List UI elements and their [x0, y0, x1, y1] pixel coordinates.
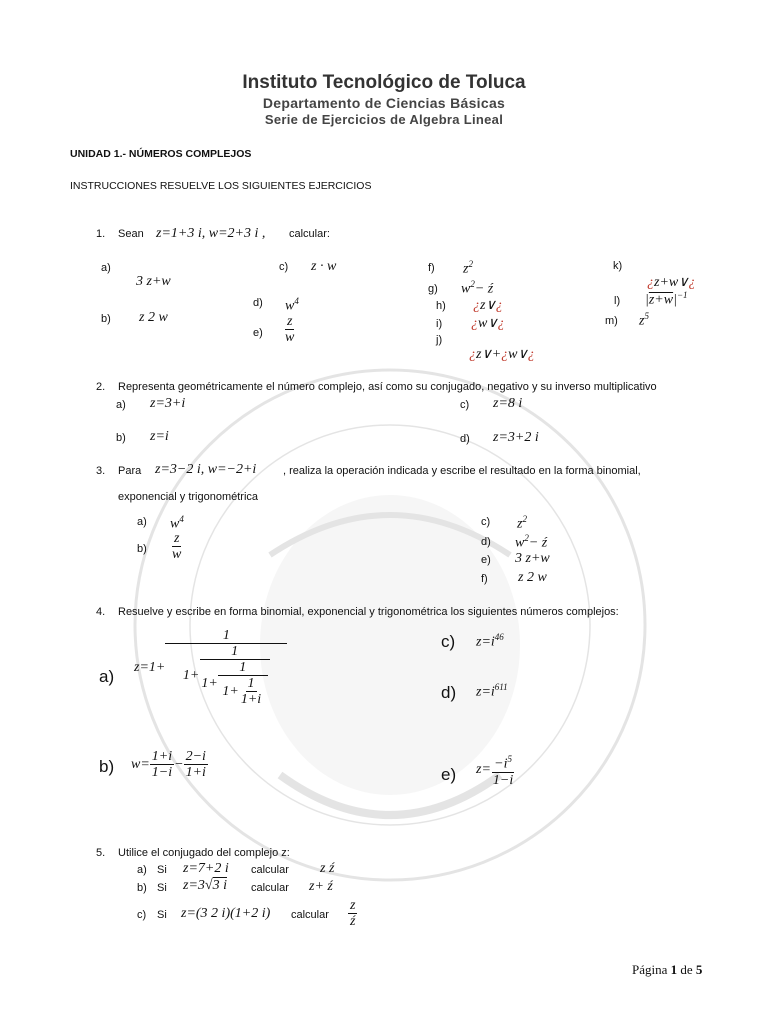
q5-b-expr: z+ ź	[309, 879, 333, 894]
q2-d-label: d)	[460, 433, 470, 445]
q3-d-label: d)	[481, 536, 491, 548]
q3-f-label: f)	[481, 573, 488, 585]
q5-b-label: b)	[137, 882, 147, 894]
q1-l-expr: $|z+w|^{-1}$	[645, 290, 688, 308]
q3-b-label: b)	[137, 543, 147, 555]
q2-a-expr: z=3+i	[150, 396, 186, 411]
q4-b-label: b)	[99, 757, 115, 776]
q1-d-expr: $w^4$	[285, 296, 299, 314]
q1-f-label: f)	[428, 262, 435, 274]
q1-i-expr: ¿w∨¿	[471, 316, 505, 331]
q3-b-expr: $\frac{z}{w}$	[172, 531, 182, 562]
q5-number: 5.	[96, 847, 106, 859]
q1-h-label: h)	[436, 300, 446, 312]
q1-b-label: b)	[101, 313, 111, 325]
q1-j-expr: ¿z∨+¿w∨¿	[469, 347, 535, 362]
q1-e-label: e)	[253, 327, 263, 339]
q1-j-label: j)	[436, 334, 443, 346]
q5-a-label: a)	[137, 864, 147, 876]
q4-text: Resuelve y escribe en forma binomial, exponencial y trigonométrica los siguientes números complejos:	[118, 606, 619, 618]
q4-c-expr: $z=i^{46}$	[476, 632, 504, 650]
q5-b-z: z=3√3 i	[183, 878, 227, 893]
department-title: Departamento de Ciencias Básicas	[262, 95, 506, 111]
q4-a-label: a)	[99, 667, 115, 686]
q5-a-expr: z ź	[320, 861, 335, 876]
q1-sean: Sean	[118, 228, 144, 240]
q5-a-calc: calcular	[251, 864, 289, 876]
q4-d-label: d)	[441, 683, 457, 702]
footer-de: de	[680, 962, 693, 977]
q1-k-expr: ¿z+w∨¿	[647, 275, 696, 290]
q1-c-label: c)	[279, 261, 289, 273]
q1-g-label: g)	[428, 283, 438, 295]
q3-d-expr: $w^2-$ ź	[515, 533, 548, 551]
q5-a-z: z=7+2 i	[183, 861, 229, 876]
q1-l-label: l)	[614, 295, 621, 307]
q1-b-expr: z 2 w	[139, 310, 168, 325]
q1-calc: calcular:	[289, 228, 330, 240]
q1-i-label: i)	[436, 318, 443, 330]
q4-a-continued-fraction: z=1+ 1 1+ 1 1+ 1 1+ $\frac{1}{1+i}$	[134, 628, 287, 707]
q1-e-expr: $\frac{z}{w}$	[285, 314, 295, 345]
q5-c-si: Si	[157, 909, 167, 921]
q2-number: 2.	[96, 381, 106, 393]
page-footer	[632, 962, 702, 978]
q3-e-expr: 3 z+w	[515, 551, 550, 566]
q3-a-label: a)	[137, 516, 147, 528]
q1-g-expr: $w^2-$ ź	[461, 279, 494, 297]
q4-e-label: e)	[441, 765, 457, 784]
series-title: Serie de Ejercicios de Algebra Lineal	[264, 112, 504, 127]
q1-m-expr: $z^5$	[639, 311, 649, 329]
q3-text2: exponencial y trigonométrica	[118, 491, 259, 503]
instructions: INSTRUCCIONES RESUELVE LOS SIGUIENTES EJERCICIOS	[70, 180, 372, 192]
q3-number: 3.	[96, 465, 106, 477]
q1-f-expr: $z^2$	[463, 259, 473, 277]
footer-page-number: 1	[670, 962, 678, 977]
footer-pagina: Página	[632, 962, 668, 977]
q5-text: Utilice el conjugado del complejo z:	[118, 847, 290, 859]
footer-total-pages: 5	[695, 962, 703, 977]
q4-c-label: c)	[441, 632, 456, 651]
q1-m-label: m)	[605, 315, 618, 327]
q5-c-expr: $\frac{z}{ź}$	[350, 898, 356, 929]
q3-text: , realiza la operación indicada y escribe el resultado en la forma binomial,	[283, 465, 641, 477]
q1-c-expr: z · w	[311, 259, 337, 274]
q2-text: Representa geométricamente el número complejo, así como su conjugado, negativo y su inverso multiplicativo	[118, 381, 657, 393]
q5-c-label: c)	[137, 909, 147, 921]
q3-e-label: e)	[481, 554, 491, 566]
q5-c-z: z=(3 2 i)(1+2 i)	[181, 906, 271, 921]
q3-c-expr: $z^2$	[517, 514, 527, 532]
q3-a-expr: $w^4$	[170, 514, 184, 532]
q5-b-calc: calcular	[251, 882, 289, 894]
institute-title: Instituto Tecnológico de Toluca	[242, 72, 526, 93]
q5-c-calc: calcular	[291, 909, 329, 921]
q5-a-si: Si	[157, 864, 167, 876]
q2-c-expr: z=8 i	[493, 396, 523, 411]
q1-number: 1.	[96, 228, 106, 240]
unit-heading: UNIDAD 1.- NÚMEROS COMPLEJOS	[70, 148, 252, 160]
q2-c-label: c)	[460, 399, 470, 411]
q3-f-expr: z 2 w	[518, 570, 547, 585]
q2-d-expr: z=3+2 i	[493, 430, 539, 445]
q4-number: 4.	[96, 606, 106, 618]
q2-b-label: b)	[116, 432, 126, 444]
q2-a-label: a)	[116, 399, 126, 411]
q3-given: z=3−2 i, w=−2+i	[155, 462, 257, 477]
q4-b-expr: w= $\frac{1+i}{1-i}$ − $\frac{2-i}{1+i}$	[131, 749, 206, 780]
q1-h-expr: ¿z∨¿	[473, 298, 503, 313]
q1-a-label: a)	[101, 262, 111, 274]
q3-para: Para	[118, 465, 142, 477]
q1-d-label: d)	[253, 297, 263, 309]
national-seal-watermark	[110, 355, 670, 895]
q4-e-expr: z= $\frac{-i^5}{1-i}$	[476, 754, 514, 788]
q5-b-si: Si	[157, 882, 167, 894]
q4-d-expr: $z=i^{611}$	[476, 682, 508, 700]
q1-k-label: k)	[613, 260, 623, 272]
q2-b-expr: z=i	[150, 429, 169, 444]
q1-a-expr: 3 z+w	[136, 274, 171, 289]
q1-given: z=1+3 i, w=2+3 i ,	[156, 226, 266, 241]
q3-c-label: c)	[481, 516, 491, 528]
